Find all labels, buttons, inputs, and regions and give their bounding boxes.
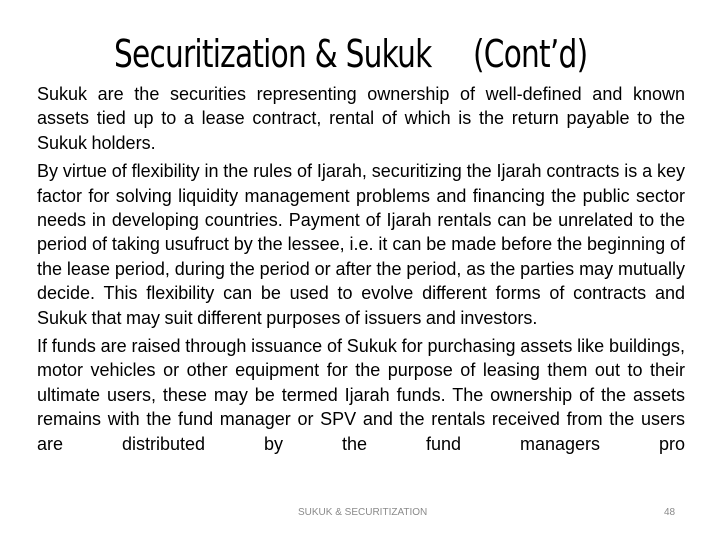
title-continued: (Cont’d) <box>473 32 588 76</box>
page-number: 48 <box>664 507 676 518</box>
slide-footer: SUKUK & SECURITIZATION <box>298 507 428 518</box>
body-text <box>37 82 685 460</box>
paragraph-sukuk-definition: Sukuk are the securities representing ownership of well-defined and known assets tied up to a lease contract, rental of which is the return payable to the Sukuk holders. <box>37 84 685 153</box>
title-main: Securitization & Sukuk <box>114 32 432 76</box>
paragraph-ijarah-funds: If funds are raised through issuance of Sukuk for purchasing assets like buildings, motor vehicles or other equipment for the purpose of leasing them out to their ultimate users, these may be termed Ijarah funds. The ownership of the assets remains with the fund manager or SPV and the rentals received from the users are distributed by the fund managers pro <box>37 336 685 454</box>
paragraph-ijarah-flexibility: By virtue of flexibility in the rules of Ijarah, securitizing the Ijarah contracts is a key factor for solving liquidity management problems and financing the public sector needs in developing countries. Payment of Ijarah rentals can be unrelated to the period of taking usufruct by the lessee, i.e. it can be made before the beginning of the lease period, during the period or after the period, as the parties may mutually decide. This flexibility can be used to evolve different forms of contracts and Sukuk that may suit different purposes of issuers and investors. <box>37 161 685 328</box>
slide-title <box>0 30 720 84</box>
